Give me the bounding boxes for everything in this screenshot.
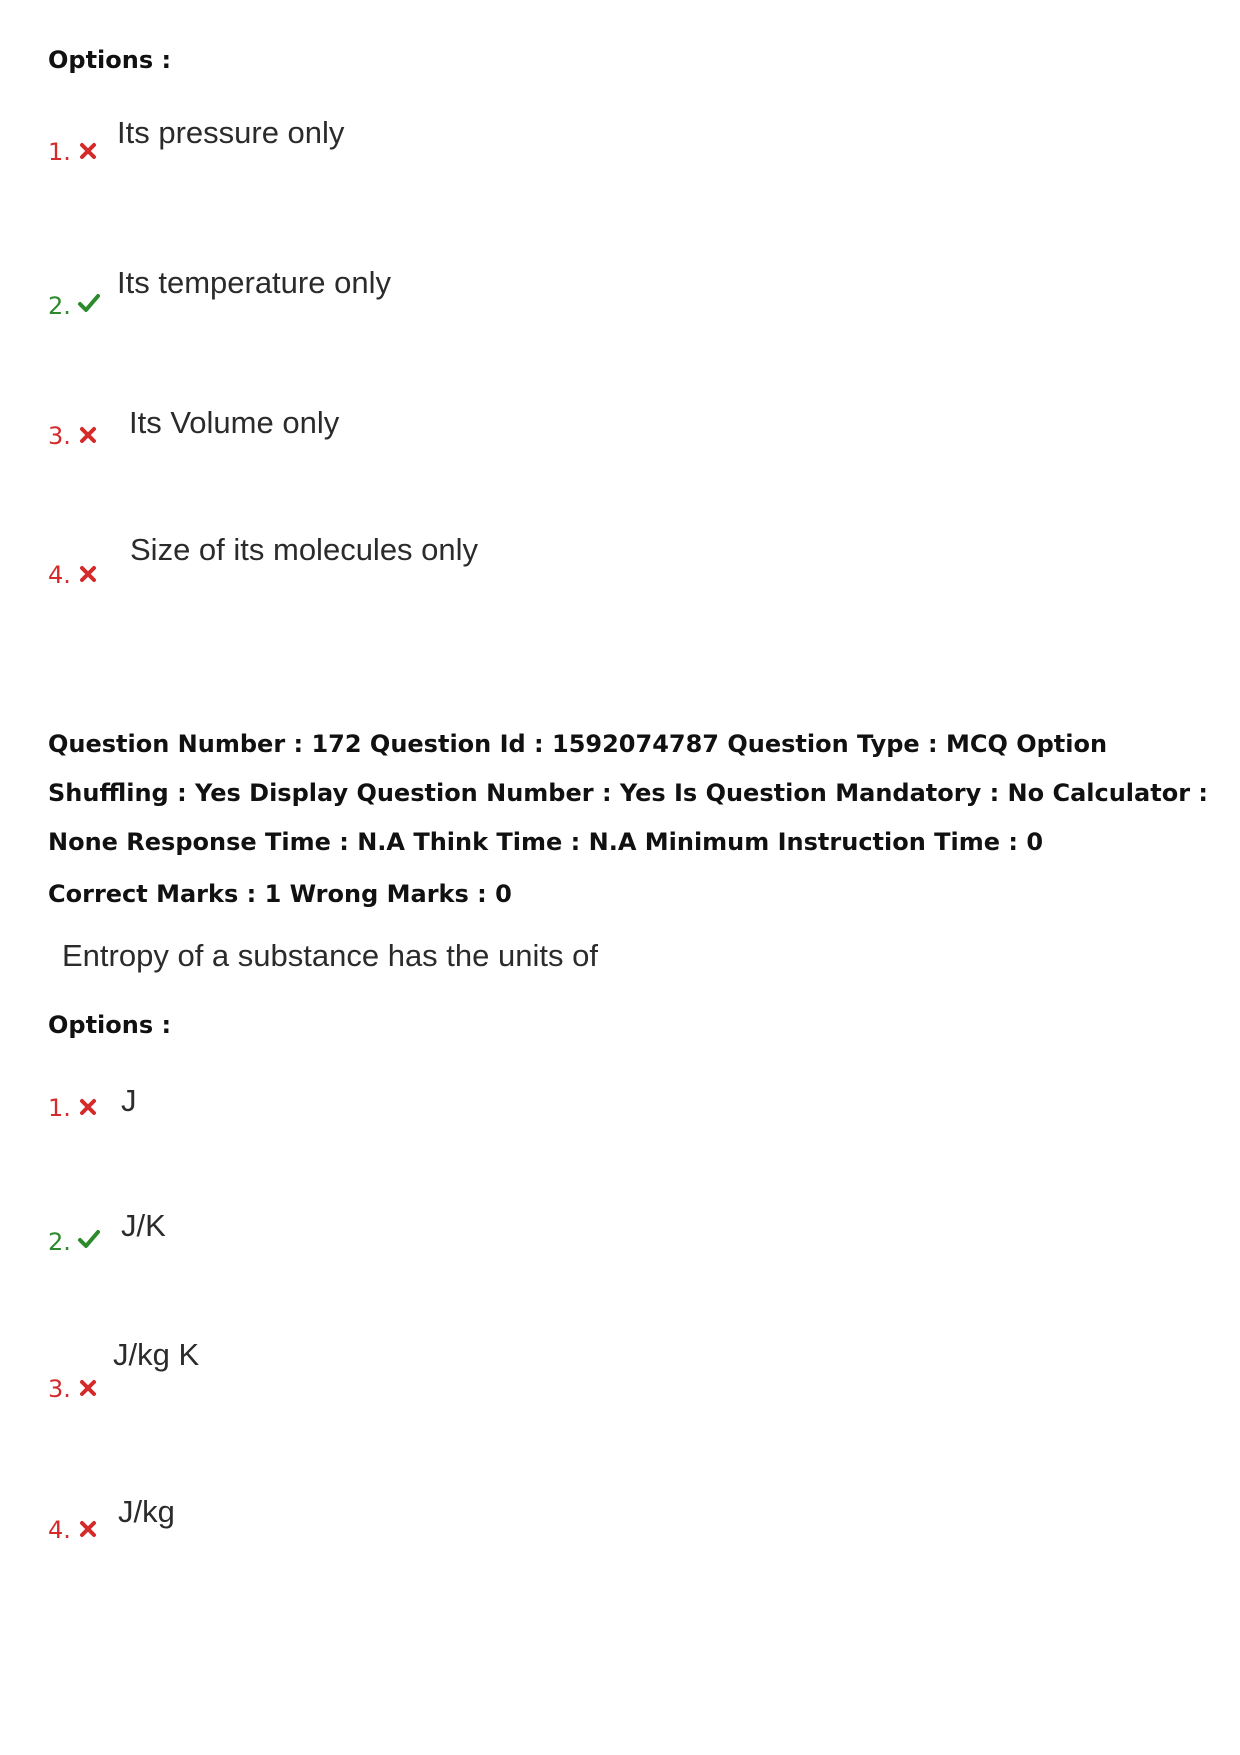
option-number: 1. [48, 1094, 71, 1122]
option-number: 4. [48, 1516, 71, 1544]
question-marks: Correct Marks : 1 Wrong Marks : 0 [48, 880, 512, 908]
option-text: Its pressure only [117, 115, 345, 150]
cross-icon [77, 140, 99, 162]
option-text: Its Volume only [129, 405, 340, 440]
option-number: 1. [48, 138, 71, 166]
cross-icon [77, 424, 99, 446]
options-heading: Options : [48, 1011, 172, 1039]
option-text: J/kg [118, 1494, 175, 1529]
check-icon [77, 1228, 101, 1250]
question-meta: Question Number : 172 Question Id : 1592074787 Question Type : MCQ Option Shuffling : Yes Display Question Number : Yes Is Question Mandatory : No Calculator : None Response Time : N.A Think Time : N.A Minimum Instruction Time : 0 [48, 730, 1208, 856]
question-text: Entropy of a substance has the units of [62, 938, 598, 973]
cross-icon [77, 1377, 99, 1399]
option-number: 3. [48, 422, 71, 450]
option-number: 2. [48, 292, 71, 320]
check-icon [77, 292, 101, 314]
option-number: 4. [48, 561, 71, 589]
option-text: Size of its molecules only [130, 532, 479, 567]
option-text: Its temperature only [117, 265, 391, 300]
option-text: J [121, 1083, 137, 1118]
cross-icon [77, 1518, 99, 1540]
options-heading: Options : [48, 46, 172, 74]
option-text: J/K [121, 1208, 166, 1243]
cross-icon [77, 563, 99, 585]
option-number: 3. [48, 1375, 71, 1403]
option-number: 2. [48, 1228, 71, 1256]
option-text: J/kg K [113, 1337, 200, 1372]
cross-icon [77, 1096, 99, 1118]
